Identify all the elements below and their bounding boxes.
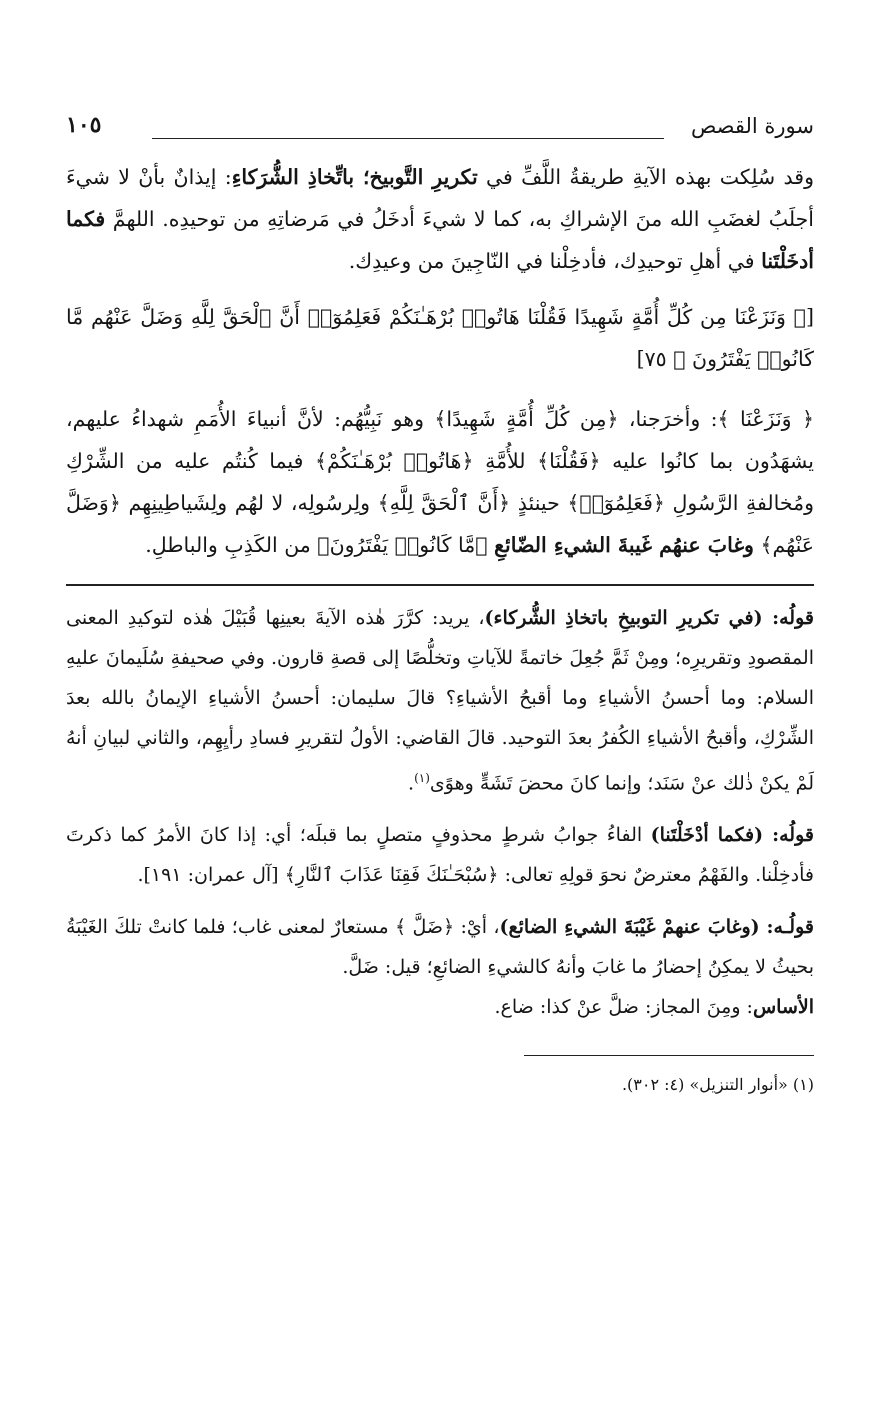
- intro-paragraph: وقد سُلِكت بهذه الآيةِ طريقةُ اللَّفِّ في تكريرِ التَّوبيخ؛ باتِّخاذِ الشُّرَكاءِ: إيذانٌ بأنْ لا شيءَ أجلَبُ لغضَبِ الله منَ الإشراكِ به، كما لا شيءَ أدخَلُ في مَرضاتِهِ من توحيدِه. اللهمَّ فكما أدخَلْتَنا في أهلِ توحيدِك، فأدخِلْنا في النّاجِينَ من وعيدِك.: [66, 165, 814, 273]
- section-divider: [66, 584, 814, 586]
- page-number: ١٠٥: [66, 112, 102, 138]
- commentary-paragraph-2: قولُه: (فكما أدْخَلْتَنا) الفاءُ جوابُ شرطٍ محذوفٍ متصلٍ بما قبلَه؛ أي: إذا كانَ الأمرُ كما ذكرتَ فأدخِلْنا. والفَهْمُ معترضٌ نحوَ قولِهِ تعالى: ﴿سُبْحَـٰنَكَ فَقِنَا عَذَابَ ٱلنَّارِ﴾ [آل عمران: ١٩١].: [66, 824, 814, 887]
- quran-verse: [﴿ وَنَزَعْنَا مِن كُلِّ أُمَّةٍ شَهِيدًا فَقُلْنَا هَاتُوا۟ بُرْهَـٰنَكُمْ فَعَلِمُوٓا۟ أَنَّ ٱلْحَقَّ لِلَّهِ وَضَلَّ عَنْهُم مَّا كَانُوا۟ يَفْتَرُونَ ﴾ ٧٥]: [66, 305, 814, 371]
- footnote: (١) «أنوار التنزيل» (٤: ٣٠٢).: [621, 1075, 814, 1095]
- commentary-paragraph-1: قولُه: (في تكريرِ التوبيخِ باتخاذِ الشُّركاء)، يريد: كرَّرَ هٰذه الآيةَ بعينِها قُبَيْلَ هٰذه لتوكيدِ المعنى المقصودِ وتقريرِه؛ ومِنْ ثَمَّ جُعِلَ خاتمةً للآياتِ وتخلُّصًا إلى قصةِ قارون. وفي صحيفةِ سُلَيمانَ عليهِ السلام: وما أحسنُ الأشياءِ وما أقبحُ الأشياءِ؟ قالَ سليمان: أحسنُ الأشياءِ الإيمانُ بالله بعدَ الشِّرْكِ، وأقبحُ الأشياءِ الكُفرُ بعدَ التوحيد. قالَ القاضي: الأولُ لتقريرِ فسادِ رأيِهِم، والثاني لبيانِ أنهُ لَمْ يكنْ ذٰلك عنْ سَنَد؛ وإنما كانَ محضَ تَشَهٍّ وهوًى$^{(١)}$.: [66, 607, 814, 795]
- page-header: [66, 108, 814, 148]
- main-text: [66, 156, 814, 566]
- book-page: [66, 108, 814, 1100]
- commentary-section: [66, 598, 814, 1027]
- header-rule: [152, 138, 664, 139]
- footnote-marker[interactable]: (١): [414, 771, 430, 785]
- tafsir-paragraph: ﴿ وَنَزَعْنَا ﴾: وأخرَجنا، ﴿مِن كُلِّ أُمَّةٍ شَهِيدًا﴾ وهو نَبِيُّهُم: لأنَّ أنبياءَ الأُمَمِ شهداءُ عليهم، يشهَدُون بما كانُوا عليه ﴿فَقُلْنَا﴾ للأُمَّةِ ﴿هَاتُوا۟ بُرْهَـٰنَكُمْ﴾ فيما كُنتُم عليه من الشِّرْكِ ومُخالفةِ الرَّسُولِ ﴿فَعَلِمُوٓا۟﴾ حينئذٍ ﴿أَنَّ ٱلْحَقَّ لِلَّهِ﴾ ولِرسُولِه، لا لهُم ولِشَياطِينِهِم ﴿وَضَلَّ عَنْهُم﴾ وغابَ عنهُم غَيبةَ الشيءِ الضّائعِ ﴿مَّا كَانُوا۟ يَفْتَرُونَ﴾ من الكَذِبِ والباطلِ.: [66, 407, 814, 557]
- surah-title: سورة القصص: [690, 114, 814, 138]
- commentary-paragraph-3: قولُـه: (وغابَ عنهمْ غَيْبَةَ الشيءِ الضائع)، أيْ: ﴿ضَلَّ ﴾ مستعارٌ لمعنى غاب؛ فلما كانتْ تلكَ الغَيْبَةُ بحيثُ لا يمكِنُ إحضارُ ما غابَ وأنهُ كالشيءِ الضائعِ؛ قيل: ضَلَّ. الأساس: ومِنَ المجاز: ضلَّ عنْ كذا: ضاع.: [66, 916, 814, 1019]
- footnote-rule: [524, 1055, 814, 1056]
